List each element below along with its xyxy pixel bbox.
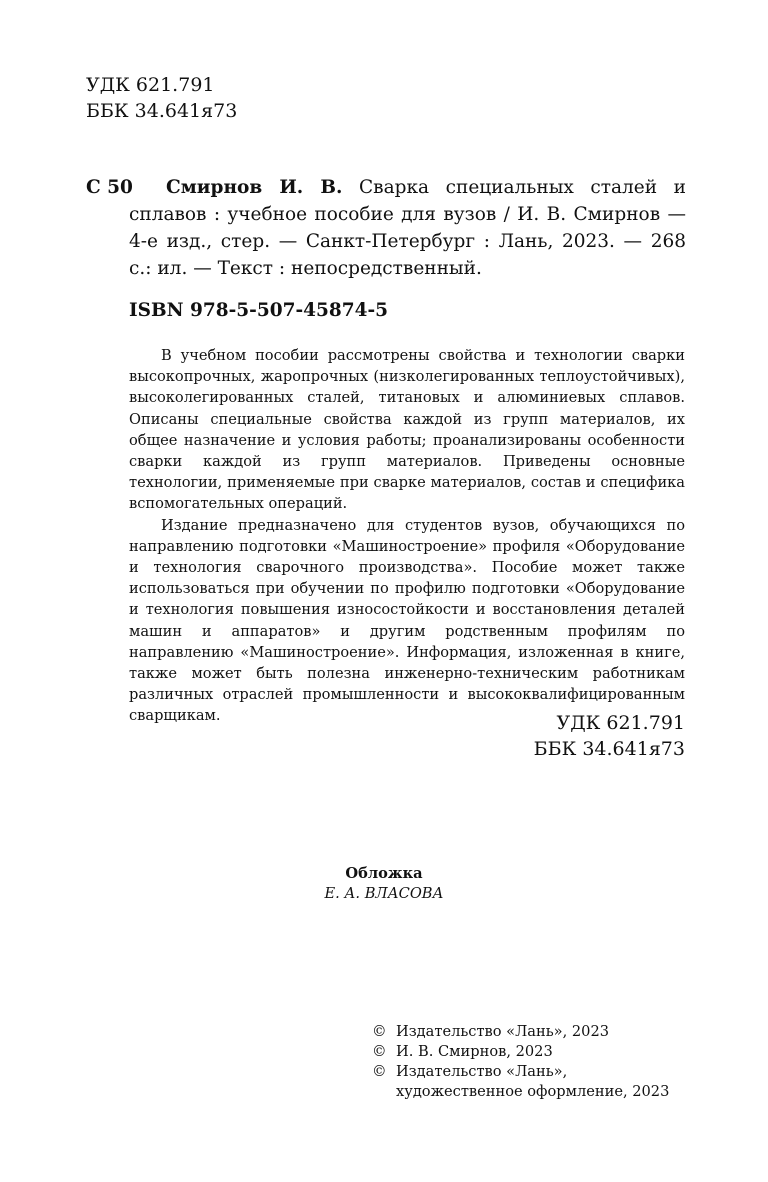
abstract-paragraph: В учебном пособии рассмотрены свойства и технологии сварки высокопрочных, жаропрочных (низколегированных теплоустойчивых), высоколегированных сталей, титановых и алюминиевых сплавов. Описаны специальные свойства каждой из групп материалов, их общее назначение и условия работы; проанализированы особенности сварки каждой из групп материалов. Приведены основные технологии, применяемые при сварке материалов, состав и специфика вспомогательных операций.	[129, 347, 685, 513]
bibliographic-description	[129, 174, 686, 282]
copyright-block	[372, 1022, 669, 1102]
bbk-code: ББК 34.641я73	[86, 100, 238, 122]
copyright-text: И. В. Смирнов, 2023	[396, 1043, 553, 1060]
copyright-line	[372, 1062, 669, 1082]
copyright-line	[372, 1042, 669, 1062]
isbn: ISBN 978-5-507-45874-5	[129, 300, 389, 321]
copyright-text: Издательство «Лань»,	[396, 1063, 568, 1080]
udk-code: УДК 621.791	[86, 74, 215, 96]
cover-label: Обложка	[345, 865, 423, 882]
copyright-icon: ©	[372, 1043, 387, 1060]
udk-code: УДК 621.791	[556, 712, 685, 734]
copyright-continuation: художественное оформление, 2023	[396, 1083, 670, 1100]
udk-bbk-header	[86, 72, 237, 124]
udk-bbk-footer	[534, 710, 685, 762]
copyright-icon: ©	[372, 1063, 387, 1080]
abstract	[129, 345, 685, 727]
catalog-entry	[86, 174, 686, 282]
book-description: Сварка специальных сталей и сплавов : учебное пособие для вузов / И. В. Смирнов — 4-е изд., стер. — Санкт-Петербург : Лань, 2023. — 268 с.: ил. — Текст : непосредственный.	[129, 177, 686, 279]
author-name: Смирнов И. В.	[166, 177, 343, 198]
author-sign: С 50	[86, 177, 133, 198]
cover-designer: Е. А. ВЛАСОВА	[324, 885, 444, 902]
copyright-line	[372, 1022, 669, 1042]
copyright-icon: ©	[372, 1023, 387, 1040]
cover-credit	[0, 864, 768, 904]
copyright-text: Издательство «Лань», 2023	[396, 1023, 610, 1040]
abstract-paragraph: Издание предназначено для студентов вузов, обучающихся по направлению подготовки «Машиностроение» профиля «Оборудование и технология сварочного производства». Пособие может также использоваться при обучении по профилю подготовки «Оборудование и технология повышения износостойкости и восстановления деталей машин и аппаратов» и другим родственным профилям по направлению «Машиностроение». Информация, изложенная в книге, также может быть полезна инженерно-техническим работникам различных отраслей промышленности и высококвалифицированным сварщикам.	[129, 516, 685, 725]
bbk-code: ББК 34.641я73	[533, 738, 685, 760]
